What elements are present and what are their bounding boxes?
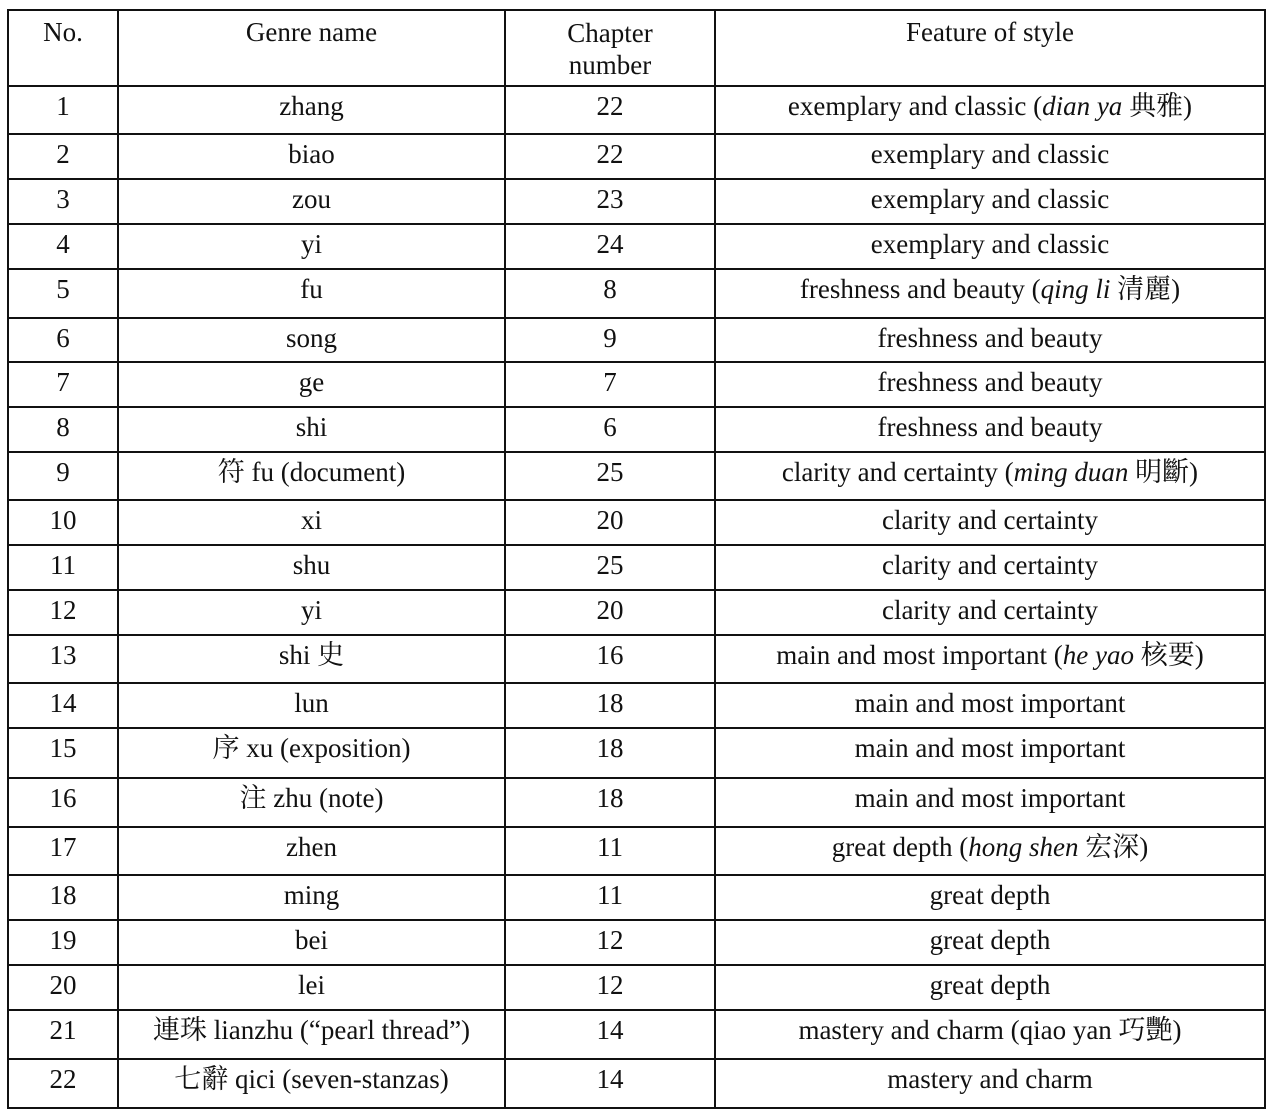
cell-chapter: 20 bbox=[505, 500, 715, 545]
feature-chinese: 典雅) bbox=[1122, 91, 1193, 121]
cell-chapter: 7 bbox=[505, 362, 715, 407]
cell-no: 22 bbox=[8, 1059, 118, 1108]
feature-text: exemplary and classic bbox=[870, 184, 1110, 214]
cell-no: 17 bbox=[8, 827, 118, 875]
cell-chapter: 16 bbox=[505, 635, 715, 683]
cell-chapter: 6 bbox=[505, 407, 715, 452]
cell-no: 8 bbox=[8, 407, 118, 452]
cell-feature bbox=[715, 1059, 1265, 1108]
cell-no: 9 bbox=[8, 452, 118, 500]
header-genre: Genre name bbox=[118, 10, 505, 86]
feature-romanization: hong shen bbox=[968, 832, 1079, 862]
cell-feature bbox=[715, 134, 1265, 179]
cell-no: 11 bbox=[8, 545, 118, 590]
cell-genre: bei bbox=[118, 920, 505, 965]
feature-text: main and most important ( bbox=[776, 640, 1063, 670]
feature-text: exemplary and classic bbox=[870, 139, 1110, 169]
cell-chapter: 18 bbox=[505, 683, 715, 728]
cell-chapter: 18 bbox=[505, 778, 715, 827]
table-body bbox=[8, 86, 1265, 1108]
table-row bbox=[8, 1059, 1265, 1108]
cell-genre: zhen bbox=[118, 827, 505, 875]
cell-no: 3 bbox=[8, 179, 118, 224]
cell-genre: yi bbox=[118, 590, 505, 635]
feature-text: clarity and certainty ( bbox=[781, 457, 1014, 487]
cell-genre: shi 史 bbox=[118, 635, 505, 683]
feature-text: main and most important bbox=[854, 783, 1126, 813]
table-row bbox=[8, 728, 1265, 778]
cell-feature bbox=[715, 545, 1265, 590]
cell-chapter: 23 bbox=[505, 179, 715, 224]
header-chapter bbox=[505, 10, 715, 86]
cell-chapter: 11 bbox=[505, 827, 715, 875]
feature-chinese: 宏深) bbox=[1078, 832, 1149, 862]
cell-genre: lei bbox=[118, 965, 505, 1010]
feature-text: clarity and certainty bbox=[882, 505, 1098, 535]
cell-no: 7 bbox=[8, 362, 118, 407]
cell-feature bbox=[715, 500, 1265, 545]
feature-romanization: he yao bbox=[1062, 640, 1134, 670]
table-row bbox=[8, 269, 1265, 318]
feature-text: clarity and certainty bbox=[882, 550, 1098, 580]
cell-no: 4 bbox=[8, 224, 118, 269]
table-row bbox=[8, 224, 1265, 269]
feature-text: freshness and beauty bbox=[877, 412, 1103, 442]
feature-romanization: qing li bbox=[1040, 274, 1111, 304]
genres-table bbox=[7, 9, 1266, 1109]
feature-romanization: dian ya bbox=[1042, 91, 1123, 121]
cell-feature bbox=[715, 635, 1265, 683]
cell-chapter: 22 bbox=[505, 134, 715, 179]
table-header-row bbox=[8, 10, 1265, 86]
header-chapter-line2: number bbox=[568, 50, 652, 80]
cell-feature bbox=[715, 920, 1265, 965]
cell-genre: zhang bbox=[118, 86, 505, 134]
table-row bbox=[8, 965, 1265, 1010]
cell-genre: shu bbox=[118, 545, 505, 590]
cell-chapter: 11 bbox=[505, 875, 715, 920]
table-row bbox=[8, 179, 1265, 224]
cell-genre: 序 xu (exposition) bbox=[118, 728, 505, 778]
table-row bbox=[8, 590, 1265, 635]
table-row bbox=[8, 683, 1265, 728]
cell-chapter: 12 bbox=[505, 965, 715, 1010]
cell-feature bbox=[715, 452, 1265, 500]
cell-genre: 七辭 qici (seven-stanzas) bbox=[118, 1059, 505, 1108]
table-row bbox=[8, 134, 1265, 179]
cell-genre: lun bbox=[118, 683, 505, 728]
table-row bbox=[8, 1010, 1265, 1059]
feature-text: great depth bbox=[929, 970, 1051, 1000]
cell-genre: yi bbox=[118, 224, 505, 269]
cell-genre: ge bbox=[118, 362, 505, 407]
cell-no: 16 bbox=[8, 778, 118, 827]
cell-genre: ming bbox=[118, 875, 505, 920]
cell-genre: zou bbox=[118, 179, 505, 224]
cell-chapter: 24 bbox=[505, 224, 715, 269]
cell-no: 21 bbox=[8, 1010, 118, 1059]
feature-text: freshness and beauty bbox=[877, 367, 1103, 397]
cell-chapter: 25 bbox=[505, 452, 715, 500]
feature-text: great depth bbox=[929, 880, 1051, 910]
feature-text: exemplary and classic ( bbox=[787, 91, 1043, 121]
feature-text: main and most important bbox=[854, 688, 1126, 718]
cell-feature bbox=[715, 875, 1265, 920]
cell-feature bbox=[715, 407, 1265, 452]
cell-genre: song bbox=[118, 318, 505, 362]
cell-genre: biao bbox=[118, 134, 505, 179]
cell-feature bbox=[715, 590, 1265, 635]
feature-text: freshness and beauty ( bbox=[799, 274, 1041, 304]
table-row bbox=[8, 452, 1265, 500]
feature-romanization: ming duan bbox=[1013, 457, 1129, 487]
cell-genre: 連珠 lianzhu (“pearl thread”) bbox=[118, 1010, 505, 1059]
feature-text: great depth bbox=[929, 925, 1051, 955]
cell-chapter: 14 bbox=[505, 1059, 715, 1108]
cell-chapter: 25 bbox=[505, 545, 715, 590]
table-row bbox=[8, 318, 1265, 362]
table-row bbox=[8, 827, 1265, 875]
cell-chapter: 14 bbox=[505, 1010, 715, 1059]
feature-chinese: 清麗) bbox=[1110, 274, 1181, 304]
cell-no: 2 bbox=[8, 134, 118, 179]
feature-text: mastery and charm (qiao yan 巧艷) bbox=[798, 1015, 1182, 1045]
cell-feature bbox=[715, 683, 1265, 728]
feature-chinese: 明斷) bbox=[1128, 457, 1199, 487]
cell-chapter: 8 bbox=[505, 269, 715, 318]
cell-no: 12 bbox=[8, 590, 118, 635]
table-row bbox=[8, 86, 1265, 134]
table-row bbox=[8, 362, 1265, 407]
cell-feature bbox=[715, 179, 1265, 224]
cell-no: 5 bbox=[8, 269, 118, 318]
cell-feature bbox=[715, 728, 1265, 778]
cell-feature bbox=[715, 224, 1265, 269]
cell-genre: xi bbox=[118, 500, 505, 545]
feature-text: main and most important bbox=[854, 733, 1126, 763]
table-row bbox=[8, 920, 1265, 965]
cell-feature bbox=[715, 1010, 1265, 1059]
table-row bbox=[8, 500, 1265, 545]
header-chapter-line1: Chapter bbox=[567, 18, 653, 48]
cell-no: 13 bbox=[8, 635, 118, 683]
cell-no: 1 bbox=[8, 86, 118, 134]
cell-no: 20 bbox=[8, 965, 118, 1010]
cell-feature bbox=[715, 965, 1265, 1010]
cell-feature bbox=[715, 318, 1265, 362]
cell-feature bbox=[715, 86, 1265, 134]
cell-chapter: 22 bbox=[505, 86, 715, 134]
cell-feature bbox=[715, 269, 1265, 318]
feature-text: freshness and beauty bbox=[877, 323, 1103, 353]
cell-no: 18 bbox=[8, 875, 118, 920]
cell-no: 15 bbox=[8, 728, 118, 778]
cell-feature bbox=[715, 362, 1265, 407]
cell-no: 14 bbox=[8, 683, 118, 728]
cell-no: 6 bbox=[8, 318, 118, 362]
cell-chapter: 18 bbox=[505, 728, 715, 778]
table-row bbox=[8, 407, 1265, 452]
cell-chapter: 9 bbox=[505, 318, 715, 362]
feature-text: clarity and certainty bbox=[882, 595, 1098, 625]
cell-genre: 符 fu (document) bbox=[118, 452, 505, 500]
cell-chapter: 20 bbox=[505, 590, 715, 635]
feature-text: great depth ( bbox=[831, 832, 969, 862]
feature-text: exemplary and classic bbox=[870, 229, 1110, 259]
cell-genre: shi bbox=[118, 407, 505, 452]
table-row bbox=[8, 635, 1265, 683]
table-row bbox=[8, 545, 1265, 590]
cell-feature bbox=[715, 827, 1265, 875]
feature-text: mastery and charm bbox=[887, 1064, 1093, 1094]
cell-no: 19 bbox=[8, 920, 118, 965]
table-row bbox=[8, 778, 1265, 827]
cell-chapter: 12 bbox=[505, 920, 715, 965]
header-no: No. bbox=[8, 10, 118, 86]
header-feature: Feature of style bbox=[715, 10, 1265, 86]
cell-feature bbox=[715, 778, 1265, 827]
table-row bbox=[8, 875, 1265, 920]
cell-genre: 注 zhu (note) bbox=[118, 778, 505, 827]
cell-no: 10 bbox=[8, 500, 118, 545]
cell-genre: fu bbox=[118, 269, 505, 318]
feature-chinese: 核要) bbox=[1133, 640, 1204, 670]
